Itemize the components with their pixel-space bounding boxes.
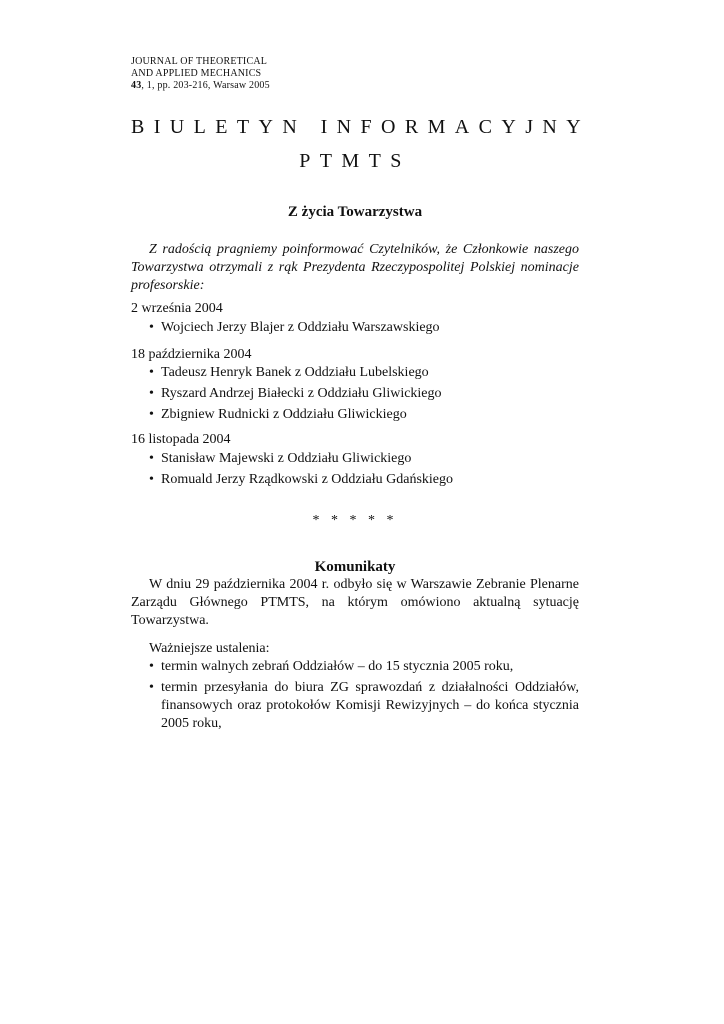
list-item xyxy=(149,319,440,340)
bullet-icon: • xyxy=(149,472,154,487)
intro-paragraph: Z radością pragniemy poinformować Czytelników, że Członkowie naszego Towarzystwa otrzymali z rąk Prezydenta Rzeczypospolitej Polskiej nominacje profesorskie: xyxy=(131,242,579,293)
list-item xyxy=(149,679,579,733)
bullet-icon: • xyxy=(149,365,154,380)
list-item xyxy=(149,658,579,676)
list-item xyxy=(149,385,442,406)
nomination-list xyxy=(149,450,453,492)
list-item xyxy=(149,364,442,385)
journal-name-line-1: JOURNAL OF THEORETICAL xyxy=(131,56,268,67)
nominee-name: Ryszard Andrzej Białecki z Oddziału Gliwickiego xyxy=(161,386,442,401)
journal-name-line-2: AND APPLIED MECHANICS xyxy=(131,68,262,79)
list-item xyxy=(149,471,453,492)
list-item xyxy=(149,450,453,471)
findings-lead: Ważniejsze ustalenia: xyxy=(149,641,270,656)
nomination-list xyxy=(149,364,442,427)
nominee-name: Zbigniew Rudnicki z Oddziału Gliwickiego xyxy=(161,407,407,422)
bullet-icon: • xyxy=(149,407,154,422)
nomination-date: 18 października 2004 xyxy=(131,347,252,362)
finding-text: termin przesyłania do biura ZG sprawozdań z działalności Oddziałów, finansowych oraz protokołów Komisji Rewizyjnych – do końca stycznia 2005 roku, xyxy=(161,680,579,731)
nomination-date: 16 listopada 2004 xyxy=(131,432,231,447)
bullet-icon: • xyxy=(149,680,154,695)
meeting-paragraph: W dniu 29 października 2004 r. odbyło się w Warszawie Zebranie Plenarne Zarządu Głównego PTMTS, na którym omówiono aktualną sytuację Towarzystwa. xyxy=(131,577,579,628)
nomination-list xyxy=(149,319,440,340)
section-heading-announcements: Komunikaty xyxy=(314,559,396,575)
bullet-icon: • xyxy=(149,451,154,466)
bullet-icon: • xyxy=(149,386,154,401)
journal-citation-rest: , 1, pp. 203-216, Warsaw 2005 xyxy=(141,80,270,91)
journal-citation xyxy=(131,80,270,92)
bulletin-title: BIULETYN INFORMACYJNY xyxy=(131,116,591,138)
nominee-name: Romuald Jerzy Rządkowski z Oddziału Gdańskiego xyxy=(161,472,453,487)
journal-header xyxy=(131,56,270,92)
nominee-name: Tadeusz Henryk Banek z Oddziału Lubelskiego xyxy=(161,365,429,380)
bulletin-subtitle: PTMTS xyxy=(299,150,411,172)
finding-text: termin walnych zebrań Oddziałów – do 15 stycznia 2005 roku, xyxy=(161,659,514,674)
nomination-date: 2 września 2004 xyxy=(131,301,223,316)
section-heading-society-life: Z życia Towarzystwa xyxy=(287,204,423,220)
journal-volume: 43 xyxy=(131,80,142,91)
findings-list xyxy=(149,658,579,736)
list-item xyxy=(149,406,442,427)
bullet-icon: • xyxy=(149,659,154,674)
nominee-name: Wojciech Jerzy Blajer z Oddziału Warszawskiego xyxy=(161,320,440,335)
nominee-name: Stanisław Majewski z Oddziału Gliwickiego xyxy=(161,451,412,466)
bullet-icon: • xyxy=(149,320,154,335)
section-separator: * * * * * xyxy=(312,513,398,528)
